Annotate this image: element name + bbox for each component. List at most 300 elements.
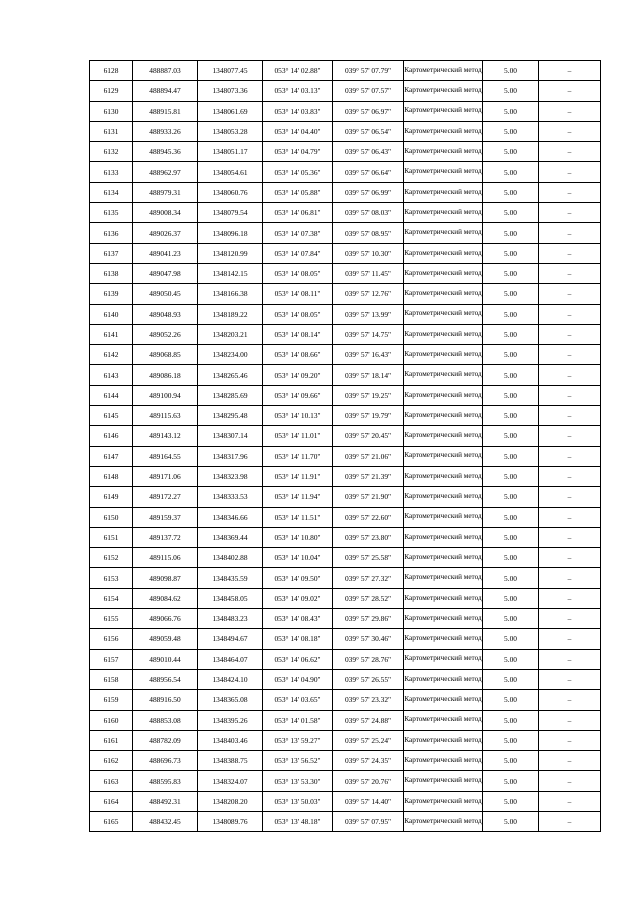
precision-cell: 5.00 [483,284,539,304]
table-row [90,487,601,507]
longitude-cell: 039° 57' 29.86" [333,609,404,629]
y-coordinate-cell: 1348365.08 [198,690,263,710]
longitude-cell: 039° 57' 14.75" [333,324,404,344]
x-coordinate-cell: 488492.31 [133,791,198,811]
method-cell: Картометрический метод [404,304,483,324]
table-row [90,507,601,527]
method-cell: Картометрический метод [404,730,483,750]
table-row [90,223,601,243]
description-cell: – [539,730,601,750]
point-number-cell: 6149 [90,487,133,507]
description-cell: – [539,182,601,202]
latitude-cell: 053° 13' 50.03" [263,791,333,811]
method-cell: Картометрический метод [404,223,483,243]
precision-cell: 5.00 [483,223,539,243]
latitude-cell: 053° 14' 11.91" [263,466,333,486]
point-number-cell: 6165 [90,811,133,831]
latitude-cell: 053° 14' 08.43" [263,609,333,629]
precision-cell: 5.00 [483,466,539,486]
table-row [90,304,601,324]
latitude-cell: 053° 14' 11.94" [263,487,333,507]
table-row [90,548,601,568]
description-cell: – [539,811,601,831]
longitude-cell: 039° 57' 08.03" [333,203,404,223]
method-cell: Картометрический метод [404,243,483,263]
point-number-cell: 6146 [90,426,133,446]
longitude-cell: 039° 57' 13.99" [333,304,404,324]
longitude-cell: 039° 57' 18.14" [333,365,404,385]
x-coordinate-cell: 489098.87 [133,568,198,588]
x-coordinate-cell: 489047.98 [133,263,198,283]
method-cell: Картометрический метод [404,690,483,710]
x-coordinate-cell: 489041.23 [133,243,198,263]
longitude-cell: 039° 57' 10.30" [333,243,404,263]
x-coordinate-cell: 489008.34 [133,203,198,223]
description-cell: – [539,649,601,669]
description-cell: – [539,751,601,771]
point-number-cell: 6139 [90,284,133,304]
point-number-cell: 6142 [90,345,133,365]
description-cell: – [539,466,601,486]
description-cell: – [539,690,601,710]
x-coordinate-cell: 489066.76 [133,609,198,629]
point-number-cell: 6135 [90,203,133,223]
precision-cell: 5.00 [483,588,539,608]
y-coordinate-cell: 1348464.07 [198,649,263,669]
table-row [90,406,601,426]
x-coordinate-cell: 489026.37 [133,223,198,243]
latitude-cell: 053° 14' 05.36" [263,162,333,182]
latitude-cell: 053° 14' 03.13" [263,81,333,101]
point-number-cell: 6138 [90,263,133,283]
method-cell: Картометрический метод [404,568,483,588]
x-coordinate-cell: 489159.37 [133,507,198,527]
precision-cell: 5.00 [483,406,539,426]
y-coordinate-cell: 1348053.28 [198,121,263,141]
x-coordinate-cell: 488432.45 [133,811,198,831]
table-row [90,690,601,710]
method-cell: Картометрический метод [404,426,483,446]
precision-cell: 5.00 [483,609,539,629]
latitude-cell: 053° 13' 56.52" [263,751,333,771]
precision-cell: 5.00 [483,263,539,283]
y-coordinate-cell: 1348096.18 [198,223,263,243]
latitude-cell: 053° 14' 03.83" [263,101,333,121]
precision-cell: 5.00 [483,649,539,669]
method-cell: Картометрический метод [404,203,483,223]
y-coordinate-cell: 1348060.76 [198,182,263,202]
description-cell: – [539,101,601,121]
method-cell: Картометрический метод [404,385,483,405]
table-row [90,710,601,730]
table-row [90,649,601,669]
precision-cell: 5.00 [483,243,539,263]
y-coordinate-cell: 1348424.10 [198,669,263,689]
latitude-cell: 053° 14' 11.01" [263,426,333,446]
precision-cell: 5.00 [483,446,539,466]
description-cell: – [539,243,601,263]
description-cell: – [539,629,601,649]
y-coordinate-cell: 1348061.69 [198,101,263,121]
latitude-cell: 053° 14' 02.88" [263,61,333,81]
latitude-cell: 053° 14' 09.50" [263,568,333,588]
latitude-cell: 053° 14' 08.05" [263,263,333,283]
table-row [90,609,601,629]
description-cell: – [539,527,601,547]
point-number-cell: 6161 [90,730,133,750]
x-coordinate-cell: 489115.06 [133,548,198,568]
y-coordinate-cell: 1348142.15 [198,263,263,283]
point-number-cell: 6134 [90,182,133,202]
x-coordinate-cell: 489068.85 [133,345,198,365]
precision-cell: 5.00 [483,304,539,324]
point-number-cell: 6160 [90,710,133,730]
table-row [90,588,601,608]
y-coordinate-cell: 1348458.05 [198,588,263,608]
longitude-cell: 039° 57' 06.54" [333,121,404,141]
method-cell: Картометрический метод [404,771,483,791]
description-cell: – [539,548,601,568]
point-number-cell: 6130 [90,101,133,121]
description-cell: – [539,710,601,730]
point-number-cell: 6128 [90,61,133,81]
latitude-cell: 053° 14' 08.18" [263,629,333,649]
method-cell: Картометрический метод [404,466,483,486]
longitude-cell: 039° 57' 16.43" [333,345,404,365]
latitude-cell: 053° 14' 10.04" [263,548,333,568]
longitude-cell: 039° 57' 27.32" [333,568,404,588]
y-coordinate-cell: 1348073.36 [198,81,263,101]
y-coordinate-cell: 1348208.20 [198,791,263,811]
longitude-cell: 039° 57' 28.76" [333,649,404,669]
description-cell: – [539,61,601,81]
latitude-cell: 053° 14' 04.79" [263,142,333,162]
precision-cell: 5.00 [483,121,539,141]
precision-cell: 5.00 [483,791,539,811]
table-row [90,263,601,283]
description-cell: – [539,345,601,365]
method-cell: Картометрический метод [404,487,483,507]
method-cell: Картометрический метод [404,263,483,283]
x-coordinate-cell: 489115.63 [133,406,198,426]
description-cell: – [539,771,601,791]
description-cell: – [539,324,601,344]
longitude-cell: 039° 57' 24.88" [333,710,404,730]
description-cell: – [539,669,601,689]
latitude-cell: 053° 14' 11.51" [263,507,333,527]
latitude-cell: 053° 14' 01.58" [263,710,333,730]
latitude-cell: 053° 14' 03.65" [263,690,333,710]
latitude-cell: 053° 14' 07.84" [263,243,333,263]
longitude-cell: 039° 57' 07.79" [333,61,404,81]
description-cell: – [539,284,601,304]
latitude-cell: 053° 14' 08.66" [263,345,333,365]
point-number-cell: 6159 [90,690,133,710]
y-coordinate-cell: 1348333.53 [198,487,263,507]
latitude-cell: 053° 14' 09.66" [263,385,333,405]
table-row [90,791,601,811]
precision-cell: 5.00 [483,548,539,568]
description-cell: – [539,121,601,141]
x-coordinate-cell: 489100.94 [133,385,198,405]
y-coordinate-cell: 1348494.67 [198,629,263,649]
latitude-cell: 053° 14' 10.80" [263,527,333,547]
method-cell: Картометрический метод [404,182,483,202]
precision-cell: 5.00 [483,324,539,344]
latitude-cell: 053° 14' 08.11" [263,284,333,304]
x-coordinate-cell: 488962.97 [133,162,198,182]
table-row [90,771,601,791]
x-coordinate-cell: 488945.36 [133,142,198,162]
latitude-cell: 053° 14' 04.40" [263,121,333,141]
point-number-cell: 6131 [90,121,133,141]
method-cell: Картометрический метод [404,507,483,527]
precision-cell: 5.00 [483,182,539,202]
point-number-cell: 6153 [90,568,133,588]
longitude-cell: 039° 57' 07.95" [333,811,404,831]
y-coordinate-cell: 1348324.07 [198,771,263,791]
table-row [90,446,601,466]
x-coordinate-cell: 488933.26 [133,121,198,141]
table-row [90,101,601,121]
table-row [90,61,601,81]
method-cell: Картометрический метод [404,548,483,568]
y-coordinate-cell: 1348089.76 [198,811,263,831]
table-row [90,629,601,649]
method-cell: Картометрический метод [404,629,483,649]
point-number-cell: 6163 [90,771,133,791]
y-coordinate-cell: 1348285.69 [198,385,263,405]
description-cell: – [539,446,601,466]
table-row [90,162,601,182]
x-coordinate-cell: 489164.55 [133,446,198,466]
y-coordinate-cell: 1348403.46 [198,730,263,750]
precision-cell: 5.00 [483,487,539,507]
method-cell: Картометрический метод [404,710,483,730]
description-cell: – [539,385,601,405]
y-coordinate-cell: 1348317.96 [198,446,263,466]
longitude-cell: 039° 57' 23.32" [333,690,404,710]
point-number-cell: 6136 [90,223,133,243]
x-coordinate-cell: 488782.09 [133,730,198,750]
point-number-cell: 6155 [90,609,133,629]
table-row [90,324,601,344]
table-row [90,345,601,365]
description-cell: – [539,223,601,243]
point-number-cell: 6140 [90,304,133,324]
longitude-cell: 039° 57' 06.64" [333,162,404,182]
precision-cell: 5.00 [483,811,539,831]
y-coordinate-cell: 1348369.44 [198,527,263,547]
longitude-cell: 039° 57' 12.76" [333,284,404,304]
point-number-cell: 6156 [90,629,133,649]
point-number-cell: 6148 [90,466,133,486]
method-cell: Картометрический метод [404,446,483,466]
point-number-cell: 6154 [90,588,133,608]
precision-cell: 5.00 [483,142,539,162]
precision-cell: 5.00 [483,771,539,791]
x-coordinate-cell: 488979.31 [133,182,198,202]
x-coordinate-cell: 489137.72 [133,527,198,547]
method-cell: Картометрический метод [404,527,483,547]
description-cell: – [539,507,601,527]
description-cell: – [539,406,601,426]
method-cell: Картометрический метод [404,345,483,365]
method-cell: Картометрический метод [404,669,483,689]
x-coordinate-cell: 489086.18 [133,365,198,385]
coordinates-table [89,60,601,832]
latitude-cell: 053° 14' 06.81" [263,203,333,223]
method-cell: Картометрический метод [404,324,483,344]
y-coordinate-cell: 1348395.26 [198,710,263,730]
latitude-cell: 053° 14' 05.88" [263,182,333,202]
point-number-cell: 6144 [90,385,133,405]
precision-cell: 5.00 [483,385,539,405]
longitude-cell: 039° 57' 07.57" [333,81,404,101]
longitude-cell: 039° 57' 30.46" [333,629,404,649]
y-coordinate-cell: 1348189.22 [198,304,263,324]
method-cell: Картометрический метод [404,791,483,811]
precision-cell: 5.00 [483,345,539,365]
latitude-cell: 053° 14' 08.14" [263,324,333,344]
x-coordinate-cell: 488887.03 [133,61,198,81]
y-coordinate-cell: 1348054.61 [198,162,263,182]
description-cell: – [539,487,601,507]
x-coordinate-cell: 489050.45 [133,284,198,304]
description-cell: – [539,81,601,101]
x-coordinate-cell: 488915.81 [133,101,198,121]
point-number-cell: 6162 [90,751,133,771]
y-coordinate-cell: 1348435.59 [198,568,263,588]
x-coordinate-cell: 488696.73 [133,751,198,771]
longitude-cell: 039° 57' 19.25" [333,385,404,405]
precision-cell: 5.00 [483,568,539,588]
table-row [90,142,601,162]
y-coordinate-cell: 1348388.75 [198,751,263,771]
latitude-cell: 053° 14' 09.02" [263,588,333,608]
precision-cell: 5.00 [483,81,539,101]
point-number-cell: 6164 [90,791,133,811]
x-coordinate-cell: 489059.48 [133,629,198,649]
x-coordinate-cell: 488894.47 [133,81,198,101]
longitude-cell: 039° 57' 26.55" [333,669,404,689]
longitude-cell: 039° 57' 06.97" [333,101,404,121]
table-row [90,669,601,689]
precision-cell: 5.00 [483,710,539,730]
point-number-cell: 6158 [90,669,133,689]
y-coordinate-cell: 1348402.88 [198,548,263,568]
precision-cell: 5.00 [483,61,539,81]
x-coordinate-cell: 489010.44 [133,649,198,669]
point-number-cell: 6133 [90,162,133,182]
longitude-cell: 039° 57' 23.80" [333,527,404,547]
x-coordinate-cell: 489143.12 [133,426,198,446]
precision-cell: 5.00 [483,365,539,385]
description-cell: – [539,588,601,608]
latitude-cell: 053° 14' 04.90" [263,669,333,689]
point-number-cell: 6152 [90,548,133,568]
x-coordinate-cell: 489171.06 [133,466,198,486]
method-cell: Картометрический метод [404,588,483,608]
latitude-cell: 053° 14' 07.38" [263,223,333,243]
description-cell: – [539,203,601,223]
latitude-cell: 053° 14' 06.62" [263,649,333,669]
x-coordinate-cell: 488595.83 [133,771,198,791]
table-row [90,365,601,385]
longitude-cell: 039° 57' 22.60" [333,507,404,527]
latitude-cell: 053° 14' 09.20" [263,365,333,385]
precision-cell: 5.00 [483,527,539,547]
table-row [90,121,601,141]
x-coordinate-cell: 488956.54 [133,669,198,689]
table-row [90,730,601,750]
y-coordinate-cell: 1348265.46 [198,365,263,385]
table-row [90,568,601,588]
x-coordinate-cell: 488916.50 [133,690,198,710]
point-number-cell: 6132 [90,142,133,162]
description-cell: – [539,609,601,629]
method-cell: Картометрический метод [404,365,483,385]
x-coordinate-cell: 489048.93 [133,304,198,324]
longitude-cell: 039° 57' 28.52" [333,588,404,608]
precision-cell: 5.00 [483,629,539,649]
description-cell: – [539,142,601,162]
method-cell: Картометрический метод [404,649,483,669]
point-number-cell: 6150 [90,507,133,527]
y-coordinate-cell: 1348307.14 [198,426,263,446]
method-cell: Картометрический метод [404,61,483,81]
point-number-cell: 6143 [90,365,133,385]
method-cell: Картометрический метод [404,609,483,629]
table-row [90,385,601,405]
y-coordinate-cell: 1348295.48 [198,406,263,426]
description-cell: – [539,791,601,811]
description-cell: – [539,426,601,446]
table-row [90,466,601,486]
method-cell: Картометрический метод [404,121,483,141]
point-number-cell: 6129 [90,81,133,101]
table-row [90,81,601,101]
y-coordinate-cell: 1348079.54 [198,203,263,223]
method-cell: Картометрический метод [404,284,483,304]
longitude-cell: 039° 57' 25.24" [333,730,404,750]
longitude-cell: 039° 57' 19.79" [333,406,404,426]
table-body [90,61,601,832]
table-row [90,811,601,831]
longitude-cell: 039° 57' 20.76" [333,771,404,791]
table-row [90,243,601,263]
y-coordinate-cell: 1348483.23 [198,609,263,629]
method-cell: Картометрический метод [404,101,483,121]
x-coordinate-cell: 488853.08 [133,710,198,730]
longitude-cell: 039° 57' 21.06" [333,446,404,466]
y-coordinate-cell: 1348077.45 [198,61,263,81]
longitude-cell: 039° 57' 24.35" [333,751,404,771]
point-number-cell: 6147 [90,446,133,466]
latitude-cell: 053° 13' 53.30" [263,771,333,791]
precision-cell: 5.00 [483,101,539,121]
point-number-cell: 6145 [90,406,133,426]
point-number-cell: 6141 [90,324,133,344]
method-cell: Картометрический метод [404,142,483,162]
point-number-cell: 6137 [90,243,133,263]
method-cell: Картометрический метод [404,811,483,831]
precision-cell: 5.00 [483,162,539,182]
longitude-cell: 039° 57' 11.45" [333,263,404,283]
longitude-cell: 039° 57' 21.39" [333,466,404,486]
x-coordinate-cell: 489084.62 [133,588,198,608]
table-row [90,284,601,304]
